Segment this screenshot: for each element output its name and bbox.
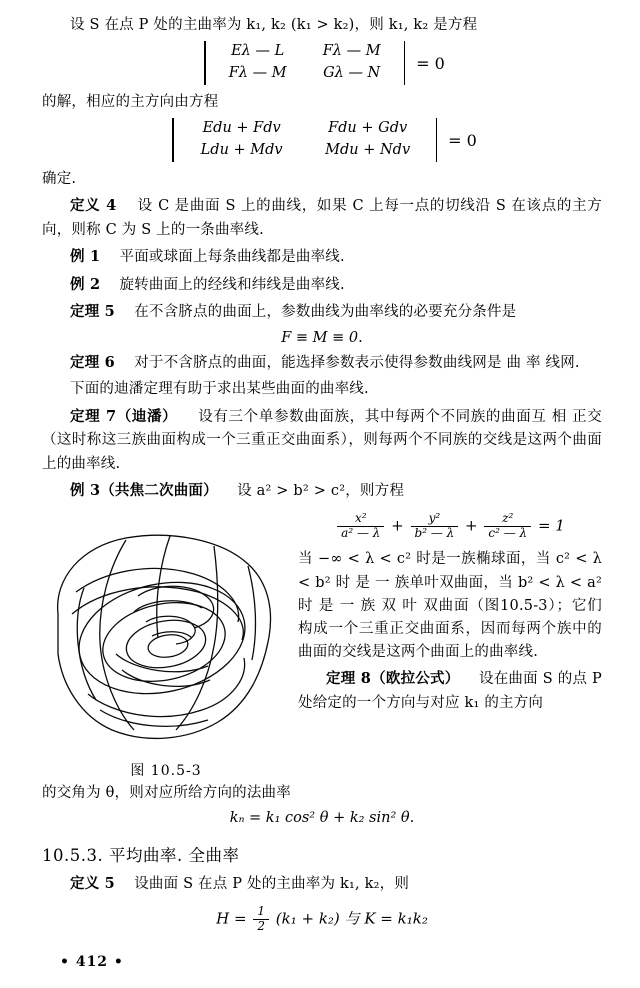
mean-curvature-fraction: [253, 905, 269, 934]
eq-term-2-den: b² — λ: [414, 525, 455, 540]
det1-cell-21: Fλ — M: [228, 65, 287, 82]
theorem-5-label: 定理 5: [70, 303, 115, 321]
paragraph-dupin-intro: 下面的迪潘定理有助于求出某些曲面的曲率线.: [70, 381, 369, 398]
example-1-text: 平面或球面上每条曲线都是曲率线.: [119, 249, 345, 266]
eq-term-3: [484, 512, 531, 541]
det1-tail: = 0: [416, 53, 445, 73]
eq-rhs: = 1: [537, 516, 565, 535]
definition-4-label: 定义 4: [70, 197, 117, 215]
eq-term-3-num: z²: [484, 512, 531, 527]
det2-cell-22: Mdu + Ndv: [325, 142, 411, 159]
example-2-text: 旋转曲面上的经线和纬线是曲率线.: [119, 276, 345, 293]
eq-term-1-num: x²: [337, 512, 384, 527]
example-2-block: [42, 273, 602, 297]
det2-cell-11: Edu + Fdv: [202, 120, 281, 137]
paragraph-solution: 的解，相应的主方向由方程: [42, 93, 219, 110]
confocal-quadrics-illustration: [42, 518, 290, 758]
paragraph-determined: 确定.: [42, 170, 77, 187]
determinant2-right-bar: [436, 118, 438, 162]
theorem-8-label: 定理 8（欧拉公式）: [326, 670, 460, 688]
theorem-7-text: 设有三个单参数曲面族，其中每两个不同族的曲面互 相 正交（这时称这三族曲面构成一个三重正交曲面系），则每两个不同族的交线是这两个曲面上的曲率线.: [42, 408, 602, 472]
det1-cell-12: Fλ — M: [322, 43, 381, 60]
determinant-equation-2: [42, 118, 602, 162]
euler-formula: kₙ = k₁ cos² θ + k₂ sin² θ.: [229, 810, 415, 827]
determinant-right-bar: [404, 41, 406, 85]
determinant2-left-bar: [172, 118, 174, 162]
det1-cell-11: Eλ — L: [231, 43, 285, 60]
eq-term-2-num: y²: [411, 512, 459, 527]
mean-curvature-rest: (k₁ + k₂) 与 K = k₁k₂: [275, 909, 428, 928]
right-column: [298, 512, 602, 715]
definition-4-block: [42, 194, 602, 242]
example-3-label: 例 3（共焦二次曲面）: [70, 482, 218, 500]
eq-term-1: [337, 512, 384, 541]
eq-plus-2: +: [465, 516, 478, 535]
page-number: • 412 •: [60, 954, 124, 970]
definition-5-text: 设曲面 S 在点 P 处的主曲率为 k₁, k₂，则: [134, 876, 410, 893]
example-3-block: [42, 479, 602, 503]
section-heading: 10.5.3. 平均曲率. 全曲率: [42, 846, 240, 866]
example-1-label: 例 1: [70, 248, 101, 266]
theorem-5-formula: F ≡ M ≡ 0.: [281, 329, 363, 346]
mean-curvature-frac-den: 2: [257, 918, 265, 933]
determinant-left-bar: [204, 41, 206, 85]
definition-5-block: [42, 872, 602, 896]
definition-4-text: 设 C 是曲面 S 上的曲线，如果 C 上每一点的切线沿 S 在该点的主方向，则称 C 为 S 上的一条曲率线.: [42, 198, 602, 238]
mean-curvature-frac-num: 1: [253, 905, 269, 920]
det2-cell-21: Ldu + Mdv: [200, 142, 283, 159]
theorem-6-block: [42, 351, 602, 375]
figure-and-right-column: [42, 512, 602, 782]
paragraph-intro: 设 S 在点 P 处的主曲率为 k₁, k₂ (k₁ > k₂)，则 k₁, k₂ 是方程: [70, 17, 478, 33]
eq-term-2: [411, 512, 459, 541]
figure-caption: 图 10.5-3: [130, 762, 202, 779]
det1-cell-22: Gλ — N: [323, 65, 381, 82]
determinant-equation-1: [42, 41, 602, 85]
mean-curvature-formula: [42, 905, 602, 934]
theorem-8-block: [298, 667, 602, 714]
theorem-8-text: 设在曲面 S 的点 P 处给定的一个方向与对应 k₁ 的主方向: [298, 671, 603, 711]
eq-term-3-den: c² — λ: [488, 525, 528, 540]
theorem-5-text: 在不含脐点的曲面上，参数曲线为曲率线的必要充分条件是: [134, 304, 517, 321]
theorem-7-label: 定理 7（迪潘）: [70, 407, 178, 425]
det2-cell-12: Fdu + Gdv: [328, 120, 408, 137]
theorem-7-block: [42, 405, 602, 476]
definition-5-label: 定义 5: [70, 875, 115, 893]
mean-curvature-lhs: H =: [216, 909, 247, 928]
page-content: [42, 14, 602, 941]
theorem-6-text: 对于不含脐点的曲面，能选择参数表示使得参数曲线网是 曲 率 线网.: [134, 354, 580, 371]
example-1-block: [42, 245, 602, 269]
det2-tail: = 0: [448, 130, 477, 150]
example-3-text: 设 a² > b² > c²，则方程: [237, 483, 405, 500]
example-2-label: 例 2: [70, 275, 101, 293]
theorem-6-label: 定理 6: [70, 353, 115, 371]
example-3-equation: [298, 512, 602, 541]
eq-plus-1: +: [391, 516, 404, 535]
eq-term-1-den: a² — λ: [341, 525, 381, 540]
paragraph-after-figure: 的交角为 θ，则对应所给方向的法曲率: [42, 784, 291, 801]
right-column-paragraph: 当 −∞ < λ < c² 时是一族椭球面，当 c² < λ < b² 时 是 一 族单叶双曲面，当 b² < λ < a² 时 是 一 族 双 叶 双曲面（图10.5-3）；它们构成一个三重正交曲面系，因而每两个族中的曲面的交线是这两个曲面上的曲率线.: [298, 551, 602, 661]
theorem-5-block: [42, 300, 602, 324]
